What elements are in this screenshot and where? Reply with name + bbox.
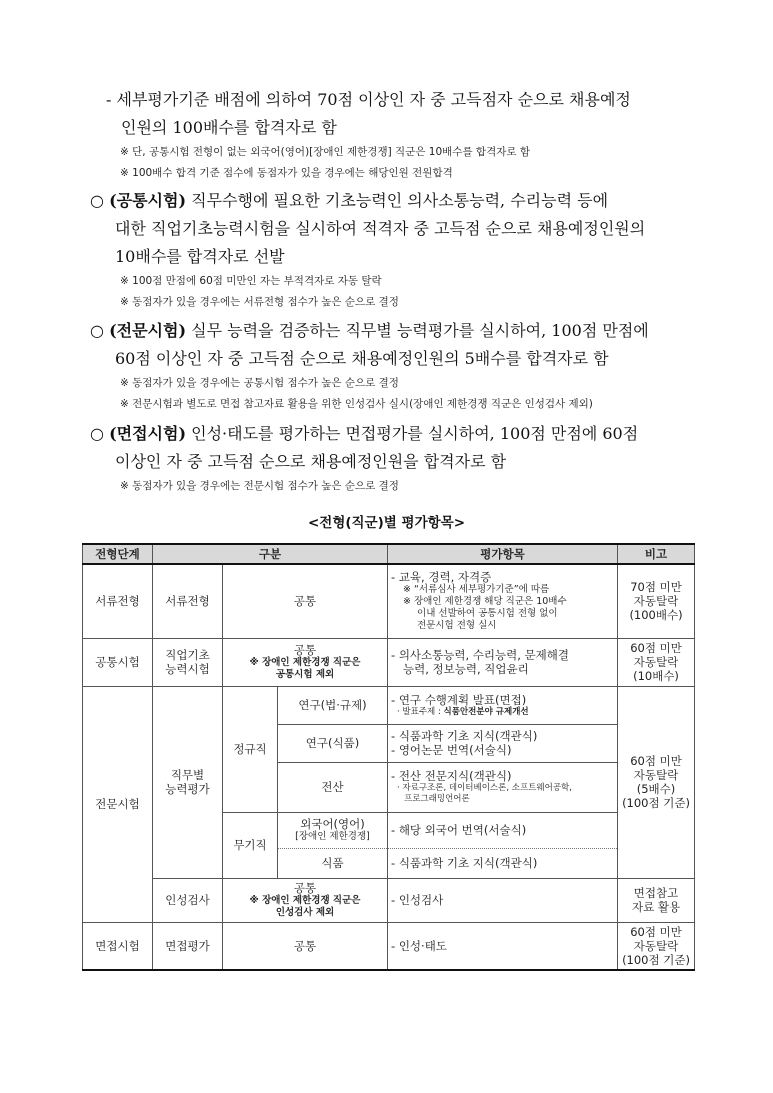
pers-note-2: 인성검사 제외	[275, 907, 335, 918]
doc-remark-2: 자동탈락	[633, 594, 679, 609]
cell-interview-stage: 면접시험	[83, 922, 153, 970]
expert-sub-2: 능력평가	[165, 782, 210, 796]
cell-expert-stage: 전문시험	[83, 686, 153, 922]
p3-note1: ※ 동점자가 있을 경우에는 공통시험 점수가 높은 순으로 결정	[120, 377, 399, 389]
common-cat-note-2: 공통시험 제외	[275, 669, 335, 680]
cell-r4-category	[278, 812, 388, 848]
p1-line2: 인원의 100배수를 합격자로 함	[121, 118, 337, 137]
cell-common-stage: 공통시험	[83, 638, 153, 686]
cell-pers-remark	[618, 878, 695, 922]
cell-common-remark	[618, 638, 695, 686]
cell-common-items	[388, 638, 618, 686]
cell-r3-items	[388, 762, 618, 812]
p2-note1: ※ 100점 만점에 60점 미만인 자는 부적격자로 자동 탈락	[120, 275, 382, 287]
pers-remark-2: 자료 활용	[631, 900, 681, 914]
cell-doc-items	[388, 564, 618, 638]
r1-item-1: - 연구 수행계획 발표(면접)	[391, 692, 527, 707]
expert-remark-4: (100점 기준)	[622, 796, 690, 810]
pers-note-1: ※ 장애인 제한경쟁 직군은	[249, 895, 361, 906]
table-row-common	[83, 638, 695, 686]
common-cat: 공통	[293, 643, 317, 657]
p4-heading: (면접시험)	[109, 424, 187, 443]
cell-doc-stage: 서류전형	[83, 564, 153, 638]
cell-r1-items	[388, 686, 618, 724]
p1-note2: ※ 100배수 합격 기준 점수에 동점자가 있을 경우에는 해당인원 전원합격	[120, 167, 453, 179]
r3-item-1: - 전산 전문지식(객관식)	[391, 769, 512, 783]
r4-cat-2: [장애인 제한경쟁]	[295, 831, 370, 842]
r3-item-2: · 자료구조론, 데이터베이스론, 소프트웨어공학,	[397, 783, 572, 793]
table-header-row	[83, 544, 695, 564]
cell-interview-remark	[618, 922, 695, 970]
r1-item-2	[391, 707, 614, 718]
p3-note2: ※ 전문시험과 별도로 면접 참고자료 활용을 위한 인성검사 실시(장애인 제한경쟁 직군은 인성검사 제외)	[120, 398, 593, 410]
interview-remark-1: 60점 미만	[630, 924, 682, 939]
header-stage: 전형단계	[83, 544, 153, 564]
common-sub-2: 능력시험	[165, 662, 210, 676]
table-row-interview	[83, 922, 695, 970]
p3-heading: (전문시험)	[109, 321, 187, 340]
doc-item-3c: 전문시험 전형 실시	[417, 620, 497, 632]
expert-remark-3: (5배수)	[636, 782, 676, 796]
cell-pers-sub: 인성검사	[153, 878, 223, 922]
cell-r2-items	[388, 724, 618, 762]
cell-r2-category: 연구(식품)	[278, 724, 388, 762]
common-remark-1: 60점 미만	[630, 641, 682, 655]
common-cat-note-1: ※ 장애인 제한경쟁 직군은	[249, 657, 361, 668]
common-sub-1: 직업기초	[165, 648, 210, 662]
common-item-1: - 의사소통능력, 수리능력, 문제해결	[391, 648, 569, 662]
common-remark-2: 자동탈락	[633, 655, 679, 669]
table-caption: <전형(직군)별 평가항목>	[307, 515, 466, 531]
cell-interview-items: - 인성·태도	[388, 922, 618, 970]
cell-interview-category: 공통	[223, 922, 388, 970]
p4-note1: ※ 동점자가 있을 경우에는 전문시험 점수가 높은 순으로 결정	[120, 480, 399, 492]
table-row-document	[83, 564, 695, 638]
cell-interview-sub: 면접평가	[153, 922, 223, 970]
cell-common-sub	[153, 638, 223, 686]
header-category: 구분	[153, 544, 388, 564]
cell-expert-remark	[618, 686, 695, 878]
cell-r5-category: 식품	[278, 848, 388, 878]
interview-remark-2: 자동탈락	[633, 938, 679, 953]
p3-bullet: ○	[90, 321, 104, 340]
doc-item-2: ※ “서류심사 세부평가기준”에 따름	[403, 584, 550, 596]
doc-item-3b: 이내 선발하여 공통시험 전형 없이	[417, 608, 558, 620]
cell-common-category	[223, 638, 388, 686]
doc-remark-1: 70점 미만	[630, 580, 682, 595]
cell-expert-sub	[153, 686, 223, 878]
p3-text: 실무 능력을 검증하는 직무별 능력평가를 실시하여, 100점 만점에	[186, 321, 649, 340]
common-item-2: 능력, 정보능력, 직업윤리	[403, 662, 529, 676]
p2-text: 직무수행에 필요한 기초능력인 의사소통능력, 수리능력 등에	[186, 191, 609, 210]
r1-item-2-prefix: · 발표주제 :	[397, 706, 444, 717]
doc-remark-3: (100배수)	[629, 608, 683, 623]
doc-item-1: - 교육, 경력, 자격증	[391, 570, 492, 585]
p1-line1: - 세부평가기준 배점에 의하여 70점 이상인 자 중 고득점자 순으로 채용예정	[106, 90, 631, 109]
r3-item-3: 프로그래밍언어론	[404, 794, 470, 804]
header-items: 평가항목	[388, 544, 618, 564]
p2-line3: 10배수를 합격자로 선발	[115, 247, 285, 266]
interview-remark-3: (100점 기준)	[622, 952, 690, 967]
p2-line1	[90, 191, 608, 211]
expert-remark-1: 60점 미만	[630, 754, 682, 768]
p4-line2: 이상인 자 중 고득점 순으로 채용예정인원을 합격자로 함	[115, 452, 507, 471]
table-row-expert-1	[83, 686, 695, 724]
p4-text: 인성·태도를 평가하는 면접평가를 실시하여, 100점 만점에 60점	[186, 424, 639, 443]
r1-item-2-topic: 식품안전분야 규제개선	[443, 706, 529, 717]
pers-remark-1: 면접참고	[633, 886, 679, 900]
evaluation-table	[82, 543, 695, 971]
p3-line1	[90, 321, 649, 341]
p3-line2: 60점 이상인 자 중 고득점 순으로 채용예정인원의 5배수를 합격자로 함	[115, 349, 609, 368]
common-remark-3: (10배수)	[633, 669, 679, 683]
cell-doc-category: 공통	[223, 564, 388, 638]
p2-note2: ※ 동점자가 있을 경우에는 서류전형 점수가 높은 순으로 결정	[120, 296, 399, 308]
cell-r3-category: 전산	[278, 762, 388, 812]
r4-cat-1: 외국어(영어)	[300, 817, 365, 831]
pers-cat: 공통	[293, 881, 317, 895]
expert-remark-2: 자동탈락	[633, 768, 679, 782]
cell-pers-category	[223, 878, 388, 922]
cell-r5-items: - 식품과학 기초 지식(객관식)	[388, 848, 618, 878]
p2-heading: (공통시험)	[109, 191, 187, 210]
cell-doc-sub: 서류전형	[153, 564, 223, 638]
doc-item-3a: ※ 장애인 제한경쟁 해당 직군은 10배수	[403, 596, 567, 608]
cell-pers-items: - 인성검사	[388, 878, 618, 922]
p2-bullet: ○	[90, 191, 104, 210]
header-remark: 비고	[618, 544, 695, 564]
cell-doc-remark	[618, 564, 695, 638]
cell-r1-category: 연구(법·규제)	[278, 686, 388, 724]
r2-item-1: - 식품과학 기초 지식(객관식)	[391, 729, 538, 743]
table-row-personality	[83, 878, 695, 922]
p4-bullet: ○	[90, 424, 104, 443]
p4-line1	[90, 424, 638, 444]
cell-expert-regular: 정규직	[223, 686, 278, 812]
expert-sub-1: 직무별	[170, 768, 205, 782]
p2-line2: 대한 직업기초능력시험을 실시하여 적격자 중 고득점 순으로 채용예정인원의	[115, 219, 646, 238]
cell-expert-contract: 무기직	[223, 812, 278, 878]
r2-item-2: - 영어논문 번역(서술식)	[391, 743, 512, 757]
cell-r4-items: - 해당 외국어 번역(서술식)	[388, 812, 618, 848]
p1-note1: ※ 단, 공통시험 전형이 없는 외국어(영어)[장애인 제한경쟁] 직군은 10배수를 합격자로 함	[120, 146, 530, 158]
